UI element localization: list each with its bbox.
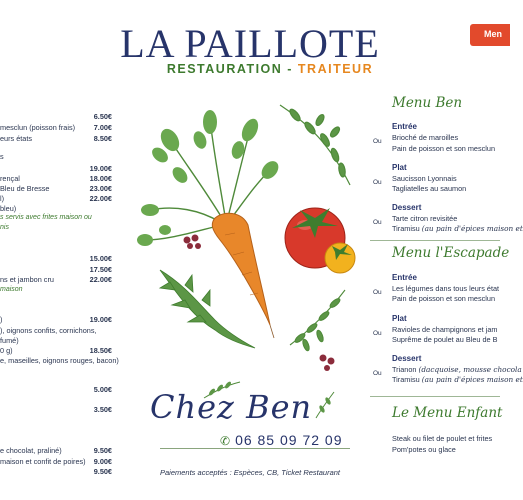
section-divider: [370, 396, 500, 397]
carte-row: [0, 326, 112, 336]
carte-row: [0, 446, 112, 456]
carte-row: [0, 134, 112, 144]
chez-ben-logo-text: Chez Ben: [150, 388, 313, 426]
carte-row-text: e, maseilles, oignons rouges, bacon): [0, 356, 119, 365]
item-text: Tiramisu: [392, 375, 422, 384]
or-label: Ou: [373, 370, 382, 377]
menu-escapade-plat-label: Plat: [392, 314, 407, 323]
phone-number-text: 06 85 09 72 09: [235, 432, 343, 448]
carte-row-price: 22.00€: [89, 194, 112, 203]
carte-note: maison: [0, 286, 23, 293]
carte-row: [0, 265, 112, 275]
payments-accepted: Paiements acceptés : Espèces, CB, Ticket Restaurant: [160, 468, 341, 477]
or-label: Ou: [373, 330, 382, 337]
carte-row: [0, 164, 112, 174]
carte-row-text: ns et jambon cru: [0, 275, 54, 284]
carte-row: [0, 336, 112, 346]
subtitle-separator: -: [282, 62, 298, 76]
carte-row: [0, 356, 119, 366]
menu-escapade-plat-1: Ravioles de champignons et jam: [392, 325, 498, 334]
subtitle-traiteur: TRAITEUR: [297, 62, 374, 76]
or-label: Ou: [373, 138, 382, 145]
brand-title: LA PAILLOTE: [120, 21, 380, 66]
menu-escapade-title: Menu l'Escapade: [392, 245, 510, 261]
leaf-clusters-icon: [137, 110, 282, 246]
phone-icon: ✆: [220, 434, 232, 448]
menu-escapade-dessert-2: [392, 375, 523, 384]
carte-row-price: 22.00€: [89, 275, 112, 284]
carte-row-price: 7.00€: [93, 123, 112, 132]
carte-row: [0, 385, 112, 395]
menu-ben-dessert-2: [392, 224, 523, 233]
vegetable-illustration: [130, 100, 360, 390]
item-detail: (au pain d'épices maison et: [421, 375, 523, 384]
carte-row: [0, 275, 112, 285]
carte-row: [0, 467, 112, 477]
carte-row: [0, 194, 112, 204]
item-text: Tiramisu: [392, 224, 422, 233]
menu-ben-title: Menu Ben: [392, 95, 463, 111]
carte-row-price: 17.50€: [89, 265, 112, 274]
carte-row: [0, 405, 112, 415]
carte-row-price: 19.00€: [89, 315, 112, 324]
carte-row: [0, 112, 112, 122]
carte-row: [0, 184, 112, 194]
herb-leaf-icon: [312, 390, 338, 420]
carte-row-price: 9.50€: [93, 467, 112, 476]
brand-subtitle: [140, 62, 400, 76]
item-detail: (au pain d'épices maison et: [421, 224, 523, 233]
carte-row: [0, 123, 112, 133]
menu-escapade-entree-2: Pain de poisson et son mesclun: [392, 294, 496, 303]
or-label: Ou: [373, 179, 382, 186]
carte-row: [0, 204, 112, 214]
rosemary-icon: [280, 105, 350, 185]
carte-row-text: mesclun (poisson frais): [0, 123, 76, 132]
menu-enfant-item-2: Pom'potes ou glace: [392, 445, 456, 454]
right-menus-column: [370, 90, 523, 500]
rosemary-sprig-icon: [290, 290, 345, 351]
header: [0, 0, 500, 90]
carte-note: nis: [0, 224, 9, 231]
menu-ben-plat-1: Saucisson Lyonnais: [392, 174, 457, 183]
divider: [160, 448, 350, 449]
carte-row-price: 9.50€: [93, 446, 112, 455]
carte-row-price: 19.00€: [89, 164, 112, 173]
menu-ben-plat-2: Tagliatelles au saumon: [392, 184, 467, 193]
phone-number[interactable]: [220, 432, 342, 448]
corner-menu-tag: Men: [470, 24, 510, 46]
menu-escapade-plat-2: Suprême de poulet au Bleu de B: [392, 335, 498, 344]
carte-row-text: ): [0, 315, 3, 324]
carte-row-text: e chocolat, praliné): [0, 446, 62, 455]
carte-row-text: l): [0, 194, 5, 203]
menu-escapade-dessert-label: Dessert: [392, 354, 422, 363]
carte-row-text: Bleu de Bresse: [0, 184, 50, 193]
carte-row-price: 18.50€: [89, 346, 112, 355]
arugula-icon: [160, 270, 255, 348]
carte-row-price: 15.00€: [89, 254, 112, 263]
or-label: Ou: [373, 219, 382, 226]
carte-note: s servis avec frites maison ou: [0, 214, 92, 221]
menu-ben-plat-label: Plat: [392, 163, 407, 172]
yellow-tomato-icon: [325, 243, 355, 273]
carte-row-price: 6.50€: [93, 112, 112, 121]
carte-row: [0, 254, 112, 264]
menu-enfant-item-1: Steak ou filet de poulet et frites: [392, 434, 493, 443]
carte-row-price: 8.50€: [93, 134, 112, 143]
item-detail: (dacquoise, mousse chocola: [418, 365, 522, 374]
carte-row: [0, 346, 112, 356]
menu-enfant-title: Le Menu Enfant: [392, 405, 503, 421]
carte-row-text: fumé): [0, 336, 19, 345]
carte-row-price: 9.00€: [93, 457, 112, 466]
carte-row: [0, 457, 112, 467]
menu-ben-entree-label: Entrée: [392, 122, 417, 131]
carte-row-text: 0 g): [0, 346, 13, 355]
menu-escapade-entree-1: Les légumes dans tous leurs état: [392, 284, 500, 293]
carte-row-text: eurs états: [0, 134, 33, 143]
carte-row-text: rençal: [0, 174, 20, 183]
menu-ben-dessert-label: Dessert: [392, 203, 422, 212]
menu-ben-dessert-1: Tarte citron revisitée: [392, 214, 458, 223]
menu-escapade-dessert-1: [392, 365, 522, 374]
carte-row-text: maison et confit de poires): [0, 457, 86, 466]
chez-ben-block: [140, 388, 350, 478]
menu-ben-entree-1: Brioché de maroilles: [392, 133, 459, 142]
carte-row-text: bleu): [0, 204, 17, 213]
carte-row-text: s: [0, 152, 4, 161]
or-label: Ou: [373, 289, 382, 296]
carte-row-text: ), oignons confits, cornichons,: [0, 326, 97, 335]
carte-row: [0, 174, 112, 184]
section-divider: [370, 240, 500, 241]
menu-escapade-entree-label: Entrée: [392, 273, 417, 282]
left-carte-column: [0, 100, 118, 500]
carrot-icon: [212, 213, 270, 325]
carte-row-price: 3.50€: [93, 405, 112, 414]
item-text: Trianon: [392, 365, 419, 374]
carte-row-price: 5.00€: [93, 385, 112, 394]
carte-row: [0, 315, 112, 325]
subtitle-restauration: RESTAURATION: [166, 62, 283, 76]
carte-row-price: 23.00€: [89, 184, 112, 193]
carte-row: [0, 152, 112, 162]
carte-row-price: 18.00€: [89, 174, 112, 183]
menu-ben-entree-2: Pain de poisson et son mesclun: [392, 144, 496, 153]
